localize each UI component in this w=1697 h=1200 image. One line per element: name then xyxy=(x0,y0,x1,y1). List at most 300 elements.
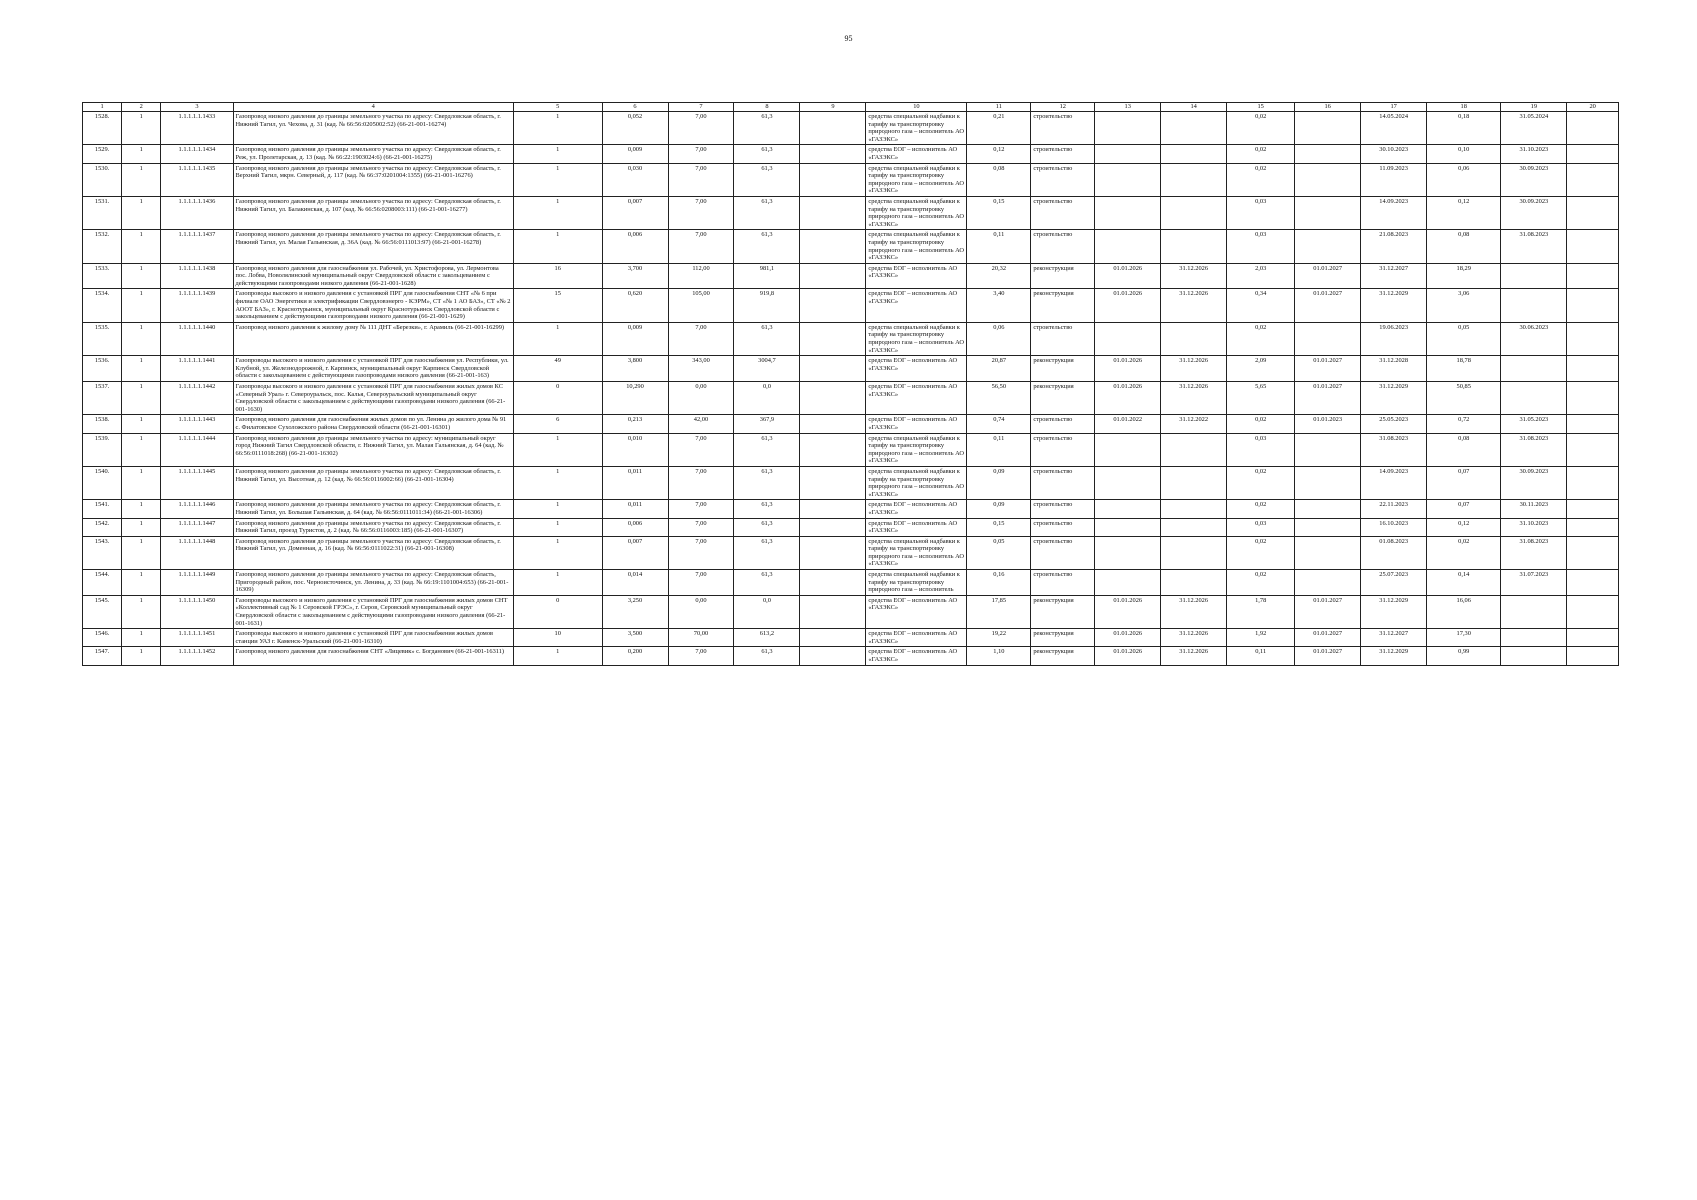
cell-col-16: 01.01.2023 xyxy=(1295,415,1361,433)
table-row xyxy=(83,595,1619,628)
cell-col-16 xyxy=(1295,163,1361,196)
cell-col-4: Газопровод низкого давления для газоснабжения жилых домов по ул. Ленина до жилого дома № 91 с. Филатовское Сухоложского района Свердловской области (66-21-001-16301) xyxy=(233,415,513,433)
cell-col-19: 31.08.2023 xyxy=(1501,536,1567,569)
cell-col-13: 01.01.2026 xyxy=(1095,289,1161,322)
cell-col-11: 0,16 xyxy=(967,570,1031,596)
cell-col-2: 1 xyxy=(122,356,161,382)
table-row xyxy=(83,163,1619,196)
cell-col-17: 14.09.2023 xyxy=(1361,466,1427,499)
cell-col-12: строительство xyxy=(1031,230,1095,263)
cell-col-3: 1.1.1.1.1.1451 xyxy=(161,629,233,647)
cell-col-1: 1532. xyxy=(83,230,122,263)
cell-col-18: 0,18 xyxy=(1427,112,1501,145)
cell-col-11: 56,50 xyxy=(967,382,1031,415)
cell-col-10: средства ЕОГ – исполнитель АО «ГАЗЭКС» xyxy=(866,629,967,647)
cell-col-12: строительство xyxy=(1031,112,1095,145)
table-row xyxy=(83,500,1619,518)
cell-col-4: Газопровод низкого давления до границы земельного участка по адресу: Свердловская область, г. Нижний Тагил, ул. Доменная, д. 16 (кад. № 66:56:0111022:31) (66-21-001-16308) xyxy=(233,536,513,569)
cell-col-14: 31.12.2022 xyxy=(1161,415,1227,433)
cell-col-2: 1 xyxy=(122,382,161,415)
cell-col-10: средства ЕОГ – исполнитель АО «ГАЗЭКС» xyxy=(866,382,967,415)
cell-col-19: 31.08.2023 xyxy=(1501,230,1567,263)
cell-col-11: 0,15 xyxy=(967,196,1031,229)
cell-col-6: 0,620 xyxy=(602,289,668,322)
cell-col-11: 0,08 xyxy=(967,163,1031,196)
cell-col-10: средства ЕОГ – исполнитель АО «ГАЗЭКС» xyxy=(866,595,967,628)
cell-col-1: 1539. xyxy=(83,433,122,466)
cell-col-11: 20,87 xyxy=(967,356,1031,382)
cell-col-3: 1.1.1.1.1.1450 xyxy=(161,595,233,628)
cell-col-10: средства специальной надбавки к тарифу на транспортировку природного газа – исполнитель АО «ГАЗЭКС» xyxy=(866,322,967,355)
cell-col-2: 1 xyxy=(122,196,161,229)
cell-col-3: 1.1.1.1.1.1438 xyxy=(161,263,233,289)
cell-col-19: 30.09.2023 xyxy=(1501,163,1567,196)
column-header: 16 xyxy=(1295,103,1361,112)
investment-program-table xyxy=(82,102,1619,666)
cell-col-19: 31.08.2023 xyxy=(1501,433,1567,466)
cell-col-9 xyxy=(800,629,866,647)
column-header: 5 xyxy=(513,103,602,112)
cell-col-11: 1,10 xyxy=(967,647,1031,665)
column-header: 10 xyxy=(866,103,967,112)
cell-col-11: 0,11 xyxy=(967,433,1031,466)
cell-col-18: 0,07 xyxy=(1427,500,1501,518)
cell-col-11: 0,09 xyxy=(967,500,1031,518)
cell-col-10: средства ЕОГ – исполнитель АО «ГАЗЭКС» xyxy=(866,356,967,382)
cell-col-3: 1.1.1.1.1.1433 xyxy=(161,112,233,145)
cell-col-16 xyxy=(1295,433,1361,466)
cell-col-4: Газопроводы высокого и низкого давления с установкой ПРГ для газоснабжения жилых домов СНТ «Коллективный сад № 1 Серовской ГРЭС», г. Серов, Серовский муниципальный округ Свердловской области с закольцеванием с действующими газопроводами низкого давления (66-21-001-1631) xyxy=(233,595,513,628)
cell-col-6: 3,500 xyxy=(602,629,668,647)
cell-col-6: 0,014 xyxy=(602,570,668,596)
cell-col-19: 31.10.2023 xyxy=(1501,518,1567,536)
cell-col-7: 7,00 xyxy=(668,536,734,569)
cell-col-3: 1.1.1.1.1.1436 xyxy=(161,196,233,229)
cell-col-5: 1 xyxy=(513,322,602,355)
column-header: 12 xyxy=(1031,103,1095,112)
table-row xyxy=(83,112,1619,145)
cell-col-2: 1 xyxy=(122,570,161,596)
cell-col-19 xyxy=(1501,595,1567,628)
cell-col-13: 01.01.2026 xyxy=(1095,595,1161,628)
cell-col-4: Газопровод низкого давления до границы земельного участка по адресу: Свердловская область, г. Нижний Тагил, ул. Чехова, д. 31 (кад. № 66:56:0205002:52) (66-21-001-16274) xyxy=(233,112,513,145)
cell-col-15: 0,11 xyxy=(1227,647,1295,665)
cell-col-9 xyxy=(800,518,866,536)
cell-col-1: 1546. xyxy=(83,629,122,647)
cell-col-8: 0,0 xyxy=(734,382,800,415)
cell-col-19 xyxy=(1501,263,1567,289)
cell-col-10: средства ЕОГ – исполнитель АО «ГАЗЭКС» xyxy=(866,647,967,665)
cell-col-16: 01.01.2027 xyxy=(1295,289,1361,322)
cell-col-7: 70,00 xyxy=(668,629,734,647)
cell-col-4: Газопровод низкого давления до границы земельного участка по адресу: Свердловская область, г. Реж, ул. Пролетарская, д. 13 (кад. № 66:22:1903024:6) (66-21-001-16275) xyxy=(233,145,513,163)
cell-col-1: 1547. xyxy=(83,647,122,665)
cell-col-17: 31.08.2023 xyxy=(1361,433,1427,466)
cell-col-18: 0,05 xyxy=(1427,322,1501,355)
cell-col-8: 61,3 xyxy=(734,466,800,499)
cell-col-13 xyxy=(1095,196,1161,229)
cell-col-5: 6 xyxy=(513,415,602,433)
cell-col-1: 1530. xyxy=(83,163,122,196)
cell-col-20 xyxy=(1567,356,1619,382)
cell-col-9 xyxy=(800,322,866,355)
cell-col-4: Газопровод низкого давления для газоснабжения ул. Рабочей, ул. Христофорова, ул. Лермонтова пос. Лобва, Новолялинский муниципальный округ Свердловской области с закольцеванием с действующими газопроводами низкого давления (66-21-001-1628) xyxy=(233,263,513,289)
cell-col-15: 1,78 xyxy=(1227,595,1295,628)
cell-col-19 xyxy=(1501,647,1567,665)
cell-col-17: 31.12.2028 xyxy=(1361,356,1427,382)
cell-col-15: 0,03 xyxy=(1227,518,1295,536)
cell-col-19: 31.10.2023 xyxy=(1501,145,1567,163)
cell-col-8: 61,3 xyxy=(734,145,800,163)
cell-col-5: 1 xyxy=(513,145,602,163)
cell-col-1: 1537. xyxy=(83,382,122,415)
cell-col-8: 61,3 xyxy=(734,322,800,355)
table-row xyxy=(83,415,1619,433)
table-row xyxy=(83,536,1619,569)
cell-col-14 xyxy=(1161,518,1227,536)
cell-col-12: строительство xyxy=(1031,415,1095,433)
cell-col-6: 0,200 xyxy=(602,647,668,665)
cell-col-10: средства специальной надбавки к тарифу на транспортировку природного газа – исполнитель АО «ГАЗЭКС» xyxy=(866,163,967,196)
cell-col-9 xyxy=(800,595,866,628)
cell-col-15: 2,03 xyxy=(1227,263,1295,289)
table-row xyxy=(83,145,1619,163)
cell-col-12: строительство xyxy=(1031,518,1095,536)
cell-col-10: средства ЕОГ – исполнитель АО «ГАЗЭКС» xyxy=(866,145,967,163)
cell-col-14: 31.12.2026 xyxy=(1161,647,1227,665)
cell-col-6: 0,030 xyxy=(602,163,668,196)
cell-col-2: 1 xyxy=(122,518,161,536)
cell-col-3: 1.1.1.1.1.1445 xyxy=(161,466,233,499)
cell-col-4: Газопровод низкого давления для газоснабжения СНТ «Лицевик» с. Богданович (66-21-001-16311) xyxy=(233,647,513,665)
cell-col-18: 0,12 xyxy=(1427,518,1501,536)
cell-col-20 xyxy=(1567,536,1619,569)
cell-col-18: 18,29 xyxy=(1427,263,1501,289)
cell-col-3: 1.1.1.1.1.1444 xyxy=(161,433,233,466)
cell-col-1: 1544. xyxy=(83,570,122,596)
cell-col-17: 25.07.2023 xyxy=(1361,570,1427,596)
page-number: 95 xyxy=(844,34,853,43)
cell-col-4: Газопровод низкого давления до границы земельного участка по адресу: Свердловская область, г. Нижний Тагил, проезд Туристов, д. 2 (кад. № 66:56:0116003:185) (66-21-001-16307) xyxy=(233,518,513,536)
cell-col-15: 0,34 xyxy=(1227,289,1295,322)
column-header: 2 xyxy=(122,103,161,112)
cell-col-5: 1 xyxy=(513,518,602,536)
cell-col-13: 01.01.2022 xyxy=(1095,415,1161,433)
cell-col-9 xyxy=(800,466,866,499)
table-row xyxy=(83,230,1619,263)
cell-col-1: 1540. xyxy=(83,466,122,499)
cell-col-6: 0,011 xyxy=(602,500,668,518)
cell-col-9 xyxy=(800,112,866,145)
cell-col-5: 1 xyxy=(513,466,602,499)
cell-col-17: 31.12.2029 xyxy=(1361,647,1427,665)
cell-col-10: средства специальной надбавки к тарифу на транспортировку природного газа – исполнитель АО «ГАЗЭКС» xyxy=(866,536,967,569)
cell-col-2: 1 xyxy=(122,647,161,665)
cell-col-2: 1 xyxy=(122,145,161,163)
cell-col-15: 0,02 xyxy=(1227,570,1295,596)
cell-col-17: 14.05.2024 xyxy=(1361,112,1427,145)
column-header: 20 xyxy=(1567,103,1619,112)
cell-col-10: средства специальной надбавки к тарифу на транспортировку природного газа – исполнитель xyxy=(866,570,967,596)
cell-col-20 xyxy=(1567,230,1619,263)
column-header: 17 xyxy=(1361,103,1427,112)
table-row xyxy=(83,629,1619,647)
cell-col-14 xyxy=(1161,145,1227,163)
header-row xyxy=(83,103,1619,112)
cell-col-16 xyxy=(1295,536,1361,569)
cell-col-11: 0,05 xyxy=(967,536,1031,569)
cell-col-10: средства специальной надбавки к тарифу на транспортировку природного газа – исполнитель АО «ГАЗЭКС» xyxy=(866,230,967,263)
cell-col-3: 1.1.1.1.1.1449 xyxy=(161,570,233,596)
cell-col-17: 11.09.2023 xyxy=(1361,163,1427,196)
column-header: 14 xyxy=(1161,103,1227,112)
table-row xyxy=(83,382,1619,415)
cell-col-5: 1 xyxy=(513,230,602,263)
cell-col-10: средства ЕОГ – исполнитель АО «ГАЗЭКС» xyxy=(866,415,967,433)
cell-col-8: 61,3 xyxy=(734,112,800,145)
cell-col-6: 0,006 xyxy=(602,518,668,536)
cell-col-19 xyxy=(1501,382,1567,415)
cell-col-9 xyxy=(800,196,866,229)
cell-col-6: 0,009 xyxy=(602,145,668,163)
cell-col-7: 7,00 xyxy=(668,466,734,499)
cell-col-7: 7,00 xyxy=(668,196,734,229)
cell-col-5: 1 xyxy=(513,570,602,596)
cell-col-17: 01.08.2023 xyxy=(1361,536,1427,569)
cell-col-5: 1 xyxy=(513,536,602,569)
cell-col-20 xyxy=(1567,145,1619,163)
cell-col-12: реконструкция xyxy=(1031,595,1095,628)
column-header: 4 xyxy=(233,103,513,112)
cell-col-17: 16.10.2023 xyxy=(1361,518,1427,536)
cell-col-16 xyxy=(1295,112,1361,145)
cell-col-15: 0,02 xyxy=(1227,466,1295,499)
cell-col-7: 7,00 xyxy=(668,112,734,145)
cell-col-12: строительство xyxy=(1031,570,1095,596)
cell-col-5: 0 xyxy=(513,595,602,628)
cell-col-13 xyxy=(1095,145,1161,163)
cell-col-3: 1.1.1.1.1.1443 xyxy=(161,415,233,433)
cell-col-20 xyxy=(1567,322,1619,355)
cell-col-18: 0,02 xyxy=(1427,536,1501,569)
cell-col-1: 1538. xyxy=(83,415,122,433)
cell-col-6: 3,700 xyxy=(602,263,668,289)
cell-col-2: 1 xyxy=(122,415,161,433)
cell-col-8: 919,8 xyxy=(734,289,800,322)
cell-col-4: Газопровод низкого давления до границы земельного участка по адресу: Свердловская область, г. Верхний Тагил, мкрн. Северный, д. 117 (кад. № 66:37:0201004:1355) (66-21-001-16276) xyxy=(233,163,513,196)
cell-col-7: 7,00 xyxy=(668,433,734,466)
cell-col-1: 1529. xyxy=(83,145,122,163)
cell-col-17: 19.06.2023 xyxy=(1361,322,1427,355)
cell-col-16: 01.01.2027 xyxy=(1295,356,1361,382)
cell-col-12: строительство xyxy=(1031,500,1095,518)
cell-col-6: 0,007 xyxy=(602,536,668,569)
cell-col-8: 61,3 xyxy=(734,163,800,196)
cell-col-16 xyxy=(1295,196,1361,229)
table-row xyxy=(83,570,1619,596)
cell-col-18: 0,08 xyxy=(1427,230,1501,263)
cell-col-1: 1543. xyxy=(83,536,122,569)
cell-col-20 xyxy=(1567,433,1619,466)
cell-col-18: 0,07 xyxy=(1427,466,1501,499)
table-body xyxy=(83,112,1619,666)
cell-col-18: 0,72 xyxy=(1427,415,1501,433)
cell-col-7: 7,00 xyxy=(668,230,734,263)
cell-col-13: 01.01.2026 xyxy=(1095,263,1161,289)
cell-col-16 xyxy=(1295,570,1361,596)
cell-col-14 xyxy=(1161,570,1227,596)
cell-col-4: Газопровод низкого давления до границы земельного участка по адресу: Свердловская область, г. Нижний Тагил, ул. Малая Гальянская, д. 36А (кад. № 66:56:0111013:97) (66-21-001-16278) xyxy=(233,230,513,263)
cell-col-6: 3,800 xyxy=(602,356,668,382)
cell-col-19: 31.05.2023 xyxy=(1501,415,1567,433)
column-header: 1 xyxy=(83,103,122,112)
cell-col-13 xyxy=(1095,500,1161,518)
cell-col-14: 31.12.2026 xyxy=(1161,629,1227,647)
cell-col-17: 31.12.2029 xyxy=(1361,595,1427,628)
cell-col-5: 0 xyxy=(513,382,602,415)
cell-col-15: 2,09 xyxy=(1227,356,1295,382)
cell-col-7: 7,00 xyxy=(668,500,734,518)
cell-col-1: 1533. xyxy=(83,263,122,289)
cell-col-14: 31.12.2026 xyxy=(1161,382,1227,415)
table-row xyxy=(83,647,1619,665)
cell-col-2: 1 xyxy=(122,433,161,466)
cell-col-3: 1.1.1.1.1.1435 xyxy=(161,163,233,196)
cell-col-1: 1535. xyxy=(83,322,122,355)
cell-col-12: реконструкция xyxy=(1031,289,1095,322)
cell-col-18: 50,85 xyxy=(1427,382,1501,415)
cell-col-8: 61,3 xyxy=(734,433,800,466)
cell-col-18: 16,06 xyxy=(1427,595,1501,628)
cell-col-16: 01.01.2027 xyxy=(1295,647,1361,665)
cell-col-5: 15 xyxy=(513,289,602,322)
cell-col-9 xyxy=(800,356,866,382)
table-row xyxy=(83,518,1619,536)
cell-col-14 xyxy=(1161,466,1227,499)
cell-col-19 xyxy=(1501,629,1567,647)
cell-col-20 xyxy=(1567,263,1619,289)
cell-col-18: 0,14 xyxy=(1427,570,1501,596)
cell-col-12: строительство xyxy=(1031,145,1095,163)
cell-col-15: 0,03 xyxy=(1227,196,1295,229)
cell-col-20 xyxy=(1567,570,1619,596)
cell-col-3: 1.1.1.1.1.1439 xyxy=(161,289,233,322)
cell-col-1: 1536. xyxy=(83,356,122,382)
cell-col-3: 1.1.1.1.1.1446 xyxy=(161,500,233,518)
cell-col-13: 01.01.2026 xyxy=(1095,629,1161,647)
cell-col-12: строительство xyxy=(1031,196,1095,229)
cell-col-9 xyxy=(800,382,866,415)
cell-col-15: 0,02 xyxy=(1227,322,1295,355)
cell-col-16: 01.01.2027 xyxy=(1295,595,1361,628)
cell-col-17: 14.09.2023 xyxy=(1361,196,1427,229)
table-row xyxy=(83,356,1619,382)
cell-col-2: 1 xyxy=(122,595,161,628)
cell-col-2: 1 xyxy=(122,466,161,499)
cell-col-11: 0,06 xyxy=(967,322,1031,355)
cell-col-20 xyxy=(1567,415,1619,433)
cell-col-13 xyxy=(1095,466,1161,499)
cell-col-8: 367,9 xyxy=(734,415,800,433)
column-header: 3 xyxy=(161,103,233,112)
cell-col-9 xyxy=(800,163,866,196)
cell-col-19: 31.05.2024 xyxy=(1501,112,1567,145)
cell-col-2: 1 xyxy=(122,629,161,647)
cell-col-15: 0,02 xyxy=(1227,415,1295,433)
cell-col-8: 981,1 xyxy=(734,263,800,289)
cell-col-4: Газопровод низкого давления до границы земельного участка по адресу: Свердловская область, г. Нижний Тагил, ул. Высотная, д. 12 (кад. № 66:56:0116002:66) (66-21-001-16304) xyxy=(233,466,513,499)
cell-col-12: реконструкция xyxy=(1031,382,1095,415)
cell-col-14 xyxy=(1161,196,1227,229)
cell-col-3: 1.1.1.1.1.1452 xyxy=(161,647,233,665)
table-row xyxy=(83,263,1619,289)
cell-col-8: 61,3 xyxy=(734,570,800,596)
cell-col-20 xyxy=(1567,112,1619,145)
cell-col-18: 0,12 xyxy=(1427,196,1501,229)
cell-col-4: Газопровод низкого давления к жилому дому № 111 ДНТ «Березки», г. Арамиль (66-21-001-16299) xyxy=(233,322,513,355)
cell-col-16 xyxy=(1295,466,1361,499)
cell-col-2: 1 xyxy=(122,500,161,518)
cell-col-10: средства ЕОГ – исполнитель АО «ГАЗЭКС» xyxy=(866,263,967,289)
cell-col-12: реконструкция xyxy=(1031,629,1095,647)
cell-col-16: 01.01.2027 xyxy=(1295,263,1361,289)
cell-col-19: 31.07.2023 xyxy=(1501,570,1567,596)
cell-col-17: 31.12.2027 xyxy=(1361,263,1427,289)
cell-col-13 xyxy=(1095,536,1161,569)
cell-col-11: 0,74 xyxy=(967,415,1031,433)
cell-col-7: 105,00 xyxy=(668,289,734,322)
cell-col-17: 31.12.2029 xyxy=(1361,289,1427,322)
cell-col-15: 0,03 xyxy=(1227,230,1295,263)
cell-col-12: реконструкция xyxy=(1031,263,1095,289)
cell-col-15: 0,02 xyxy=(1227,112,1295,145)
cell-col-3: 1.1.1.1.1.1441 xyxy=(161,356,233,382)
column-header: 7 xyxy=(668,103,734,112)
cell-col-13: 01.01.2026 xyxy=(1095,382,1161,415)
cell-col-14 xyxy=(1161,536,1227,569)
cell-col-6: 0,006 xyxy=(602,230,668,263)
cell-col-9 xyxy=(800,647,866,665)
cell-col-20 xyxy=(1567,382,1619,415)
cell-col-6: 3,250 xyxy=(602,595,668,628)
cell-col-2: 1 xyxy=(122,536,161,569)
cell-col-9 xyxy=(800,415,866,433)
cell-col-13 xyxy=(1095,518,1161,536)
cell-col-4: Газопровод низкого давления до границы земельного участка по адресу: Свердловская область, Пригородный район, пос. Черноисточинск, ул. Ленина, д. 33 (кад. № 66:19:1101004:653) (66-21-001-16309) xyxy=(233,570,513,596)
cell-col-17: 31.12.2027 xyxy=(1361,629,1427,647)
cell-col-12: строительство xyxy=(1031,536,1095,569)
cell-col-16 xyxy=(1295,145,1361,163)
cell-col-5: 1 xyxy=(513,163,602,196)
cell-col-20 xyxy=(1567,595,1619,628)
cell-col-8: 61,3 xyxy=(734,518,800,536)
cell-col-18: 0,08 xyxy=(1427,433,1501,466)
cell-col-11: 19,22 xyxy=(967,629,1031,647)
cell-col-6: 0,052 xyxy=(602,112,668,145)
cell-col-14 xyxy=(1161,322,1227,355)
cell-col-5: 10 xyxy=(513,629,602,647)
cell-col-4: Газопровод низкого давления до границы земельного участка по адресу: Свердловская область, г. Нижний Тагил, ул. Балакинская, д. 107 (кад. № 66:56:0208003:111) (66-21-001-16277) xyxy=(233,196,513,229)
cell-col-20 xyxy=(1567,647,1619,665)
cell-col-8: 0,0 xyxy=(734,595,800,628)
cell-col-4: Газопровод низкого давления до границы земельного участка по адресу: муниципальный округ город Нижний Тагил Свердловской области, г. Нижний Тагил, ул. Малая Гальянская, д. 64 (кад. № 66:56:0111018:268) (66-21-001-16302) xyxy=(233,433,513,466)
cell-col-8: 3004,7 xyxy=(734,356,800,382)
cell-col-18: 3,06 xyxy=(1427,289,1501,322)
cell-col-9 xyxy=(800,433,866,466)
column-header: 13 xyxy=(1095,103,1161,112)
cell-col-1: 1528. xyxy=(83,112,122,145)
cell-col-11: 0,09 xyxy=(967,466,1031,499)
